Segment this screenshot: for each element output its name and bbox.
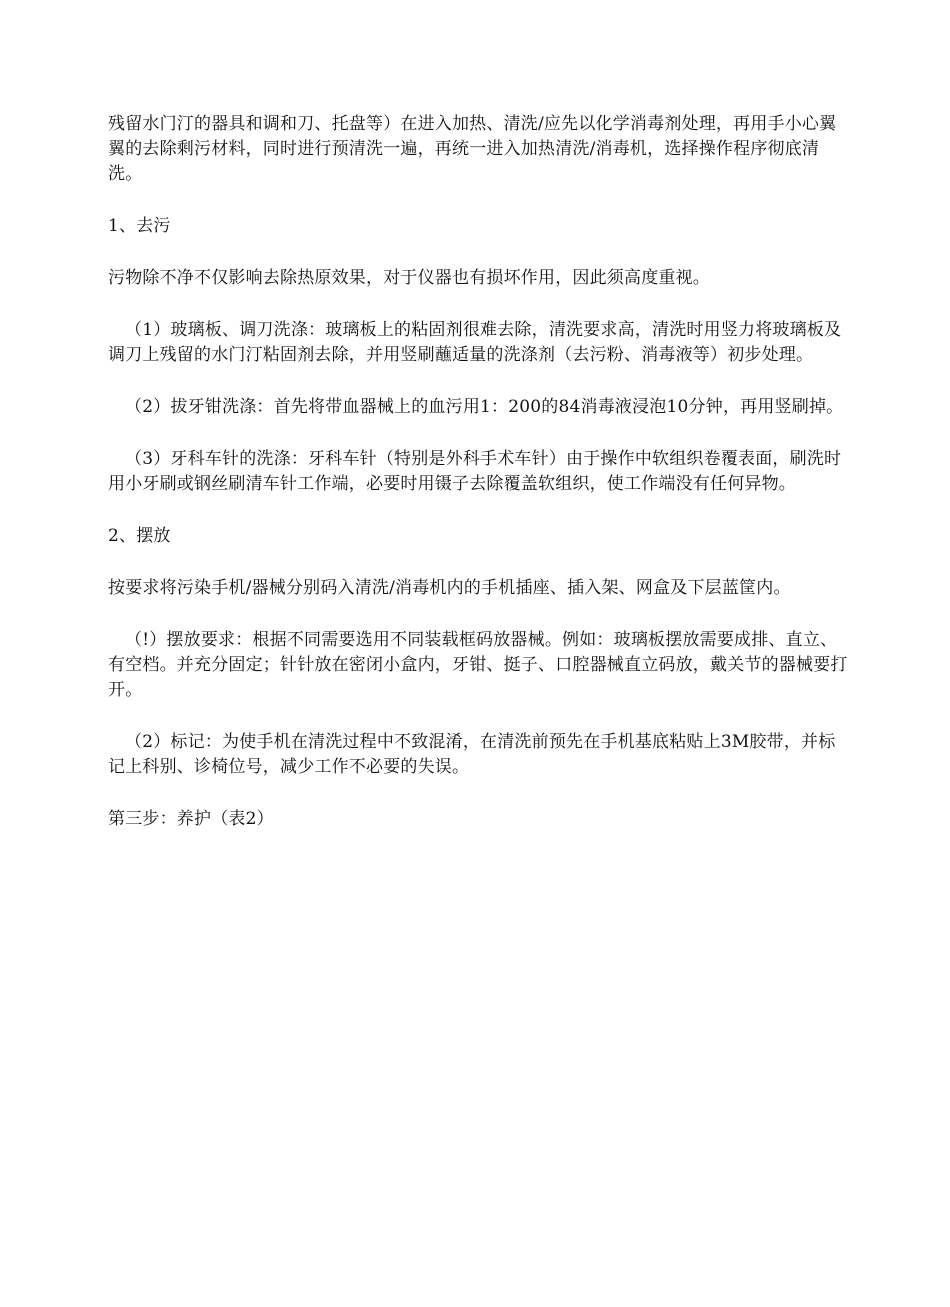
placement-description: 按要求将污染手机/器械分别码入清洗/消毒机内的手机插座、插入架、网盒及下层蓝筐内。 — [108, 578, 791, 598]
decontamination-description: 污物除不净不仅影响去除热原效果，对于仪器也有损坏作用，因此须高度重视。 — [108, 268, 710, 288]
section-heading-decontamination: 1、去污 — [108, 216, 171, 236]
item-glass-plate-washing: （1）玻璃板、调刀洗涤：玻璃板上的粘固剂很难去除，清洗要求高，清洗时用竖力将玻璃板及调刀上残留的水门汀粘固剂去除，并用竖刷蘸适量的洗涤剂（去污粉、消毒液等）初步处理。 — [108, 320, 842, 365]
section-heading-placement: 2、摆放 — [108, 526, 171, 546]
step-three-heading: 第三步：养护（表2） — [108, 809, 274, 829]
item-labeling: （2）标记：为使手机在清洗过程中不致混淆，在清洗前预先在手机基底粘贴上3M胶带，并标记上科别、诊椅位号，减少工作不必要的失误。 — [108, 732, 836, 777]
item-placement-requirements: （!）摆放要求：根据不同需要选用不同装载框码放器械。例如：玻璃板摆放需要成排、直立、有空档。并充分固定；针针放在密闭小盒内，牙钳、挺子、口腔器械直立码放，戴关节的器械要打开。 — [108, 630, 848, 700]
item-forceps-washing: （2）拔牙钳洗涤：首先将带血器械上的血污用1：200的84消毒液浸泡10分钟，再用竖刷掉。 — [125, 397, 844, 417]
document-body — [108, 112, 848, 832]
item-bur-washing: （3）牙科车针的洗涤：牙科车针（特别是外科手术车针）由于操作中软组织卷覆表面，刷洗时用小牙刷或钢丝刷清车针工作端，必要时用镊子去除覆盖软组织，使工作端没有任何异物。 — [108, 449, 842, 494]
intro-paragraph: 残留水门汀的器具和调和刀、托盘等）在进入加热、清洗/应先以化学消毒剂处理，再用手小心翼翼的去除剩污材料，同时进行预清洗一遍，再统一进入加热清洗/消毒机，选择操作程序彻底清洗。 — [108, 114, 837, 184]
